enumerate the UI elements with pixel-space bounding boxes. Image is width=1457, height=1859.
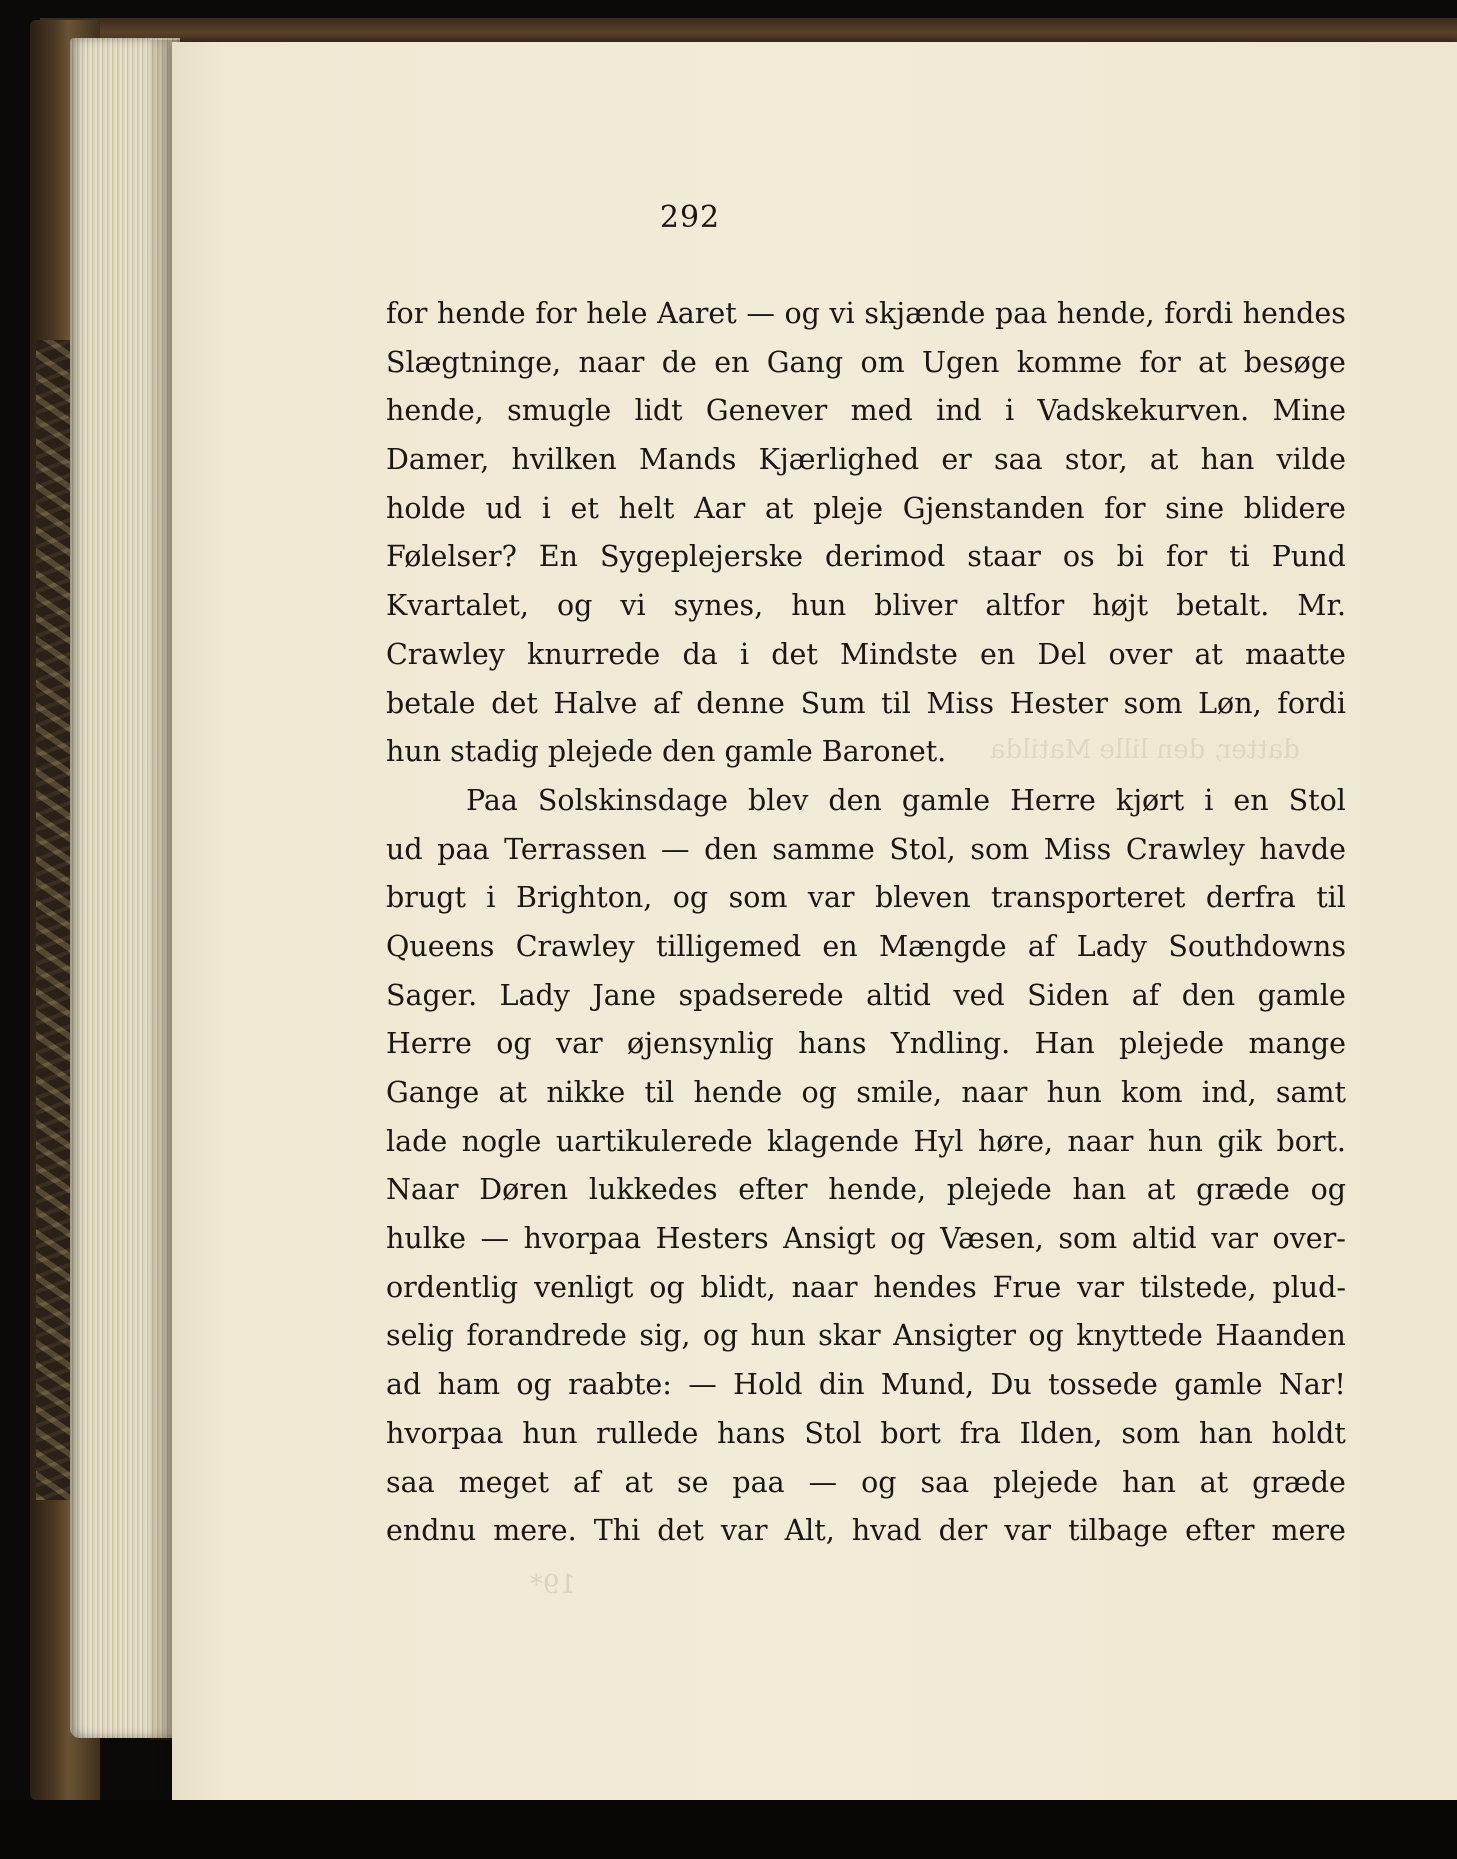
text-line: selig forandrede sig, og hun skar Ansigter og knyttede Haanden [386, 1319, 1346, 1353]
text-line: Slægtninge, naar de en Gang om Ugen komme for at besøge [386, 345, 1346, 379]
text-line: Naar Døren lukkedes efter hende, plejede han at græde og [386, 1173, 1346, 1207]
text-line: Kvartalet, og vi synes, hun bliver altfor højt betalt. Mr. [386, 589, 1346, 623]
text-line: Gange at nikke til hende og smile, naar hun kom ind, samt [386, 1076, 1346, 1109]
text-line: ud paa Terrassen — den samme Stol, som Miss Crawley havde [386, 832, 1346, 866]
text-line: Herre og var øjensynlig hans Yndling. Han plejede mange [386, 1027, 1346, 1061]
text-line: ordentlig venligt og blidt, naar hendes Frue var tilstede, plud- [386, 1270, 1346, 1304]
text-line: Damer, hvilken Mands Kjærlighed er saa stor, at han vilde [386, 443, 1346, 477]
text-line: endnu mere. Thi det var Alt, hvad der var tilbage efter mere [386, 1514, 1346, 1548]
text-line: hun stadig plejede den gamle Baronet. [386, 735, 947, 769]
show-through-text: datter, den lille Matilda [990, 735, 1300, 765]
text-line: hvorpaa hun rullede hans Stol bort fra Ilden, som han holdt [386, 1416, 1346, 1450]
page-body-text [386, 290, 1346, 1556]
text-line: saa meget af at se paa — og saa plejede han at græde [386, 1465, 1346, 1499]
show-through-signature: 19* [530, 1570, 577, 1600]
background-bottom [0, 1800, 1457, 1859]
text-line: holde ud i et helt Aar at pleje Gjenstanden for sine blidere [386, 491, 1346, 525]
text-line: hulke — hvorpaa Hesters Ansigt og Væsen, som altid var over- [386, 1222, 1346, 1256]
page-number: 292 [659, 200, 721, 235]
text-line: Crawley knurrede da i det Mindste en Del over at maatte [386, 637, 1346, 671]
text-line: Queens Crawley tilligemed en Mængde af Lady Southdowns [386, 929, 1346, 963]
text-line: hende, smugle lidt Genever med ind i Vadskekurven. Mine [386, 394, 1346, 428]
text-line: for hende for hele Aaret — og vi skjænde paa hende, fordi hendes [386, 297, 1346, 330]
text-line: Følelser? En Sygeplejerske derimod staar os bi for ti Pund [386, 540, 1346, 574]
text-line: lade nogle uartikulerede klagende Hyl høre, naar hun gik bort. [386, 1124, 1346, 1158]
text-line: Paa Solskinsdage blev den gamle Herre kjørt i en Stol [466, 783, 1346, 817]
text-line: ad ham og raabte: — Hold din Mund, Du tossede gamle Nar! [386, 1368, 1346, 1402]
text-line: brugt i Brighton, og som var bleven transporteret derfra til [386, 881, 1346, 915]
text-line: betale det Halve af denne Sum til Miss Hester som Løn, fordi [386, 686, 1346, 720]
text-line: Sager. Lady Jane spadserede altid ved Siden af den gamle [386, 978, 1346, 1012]
